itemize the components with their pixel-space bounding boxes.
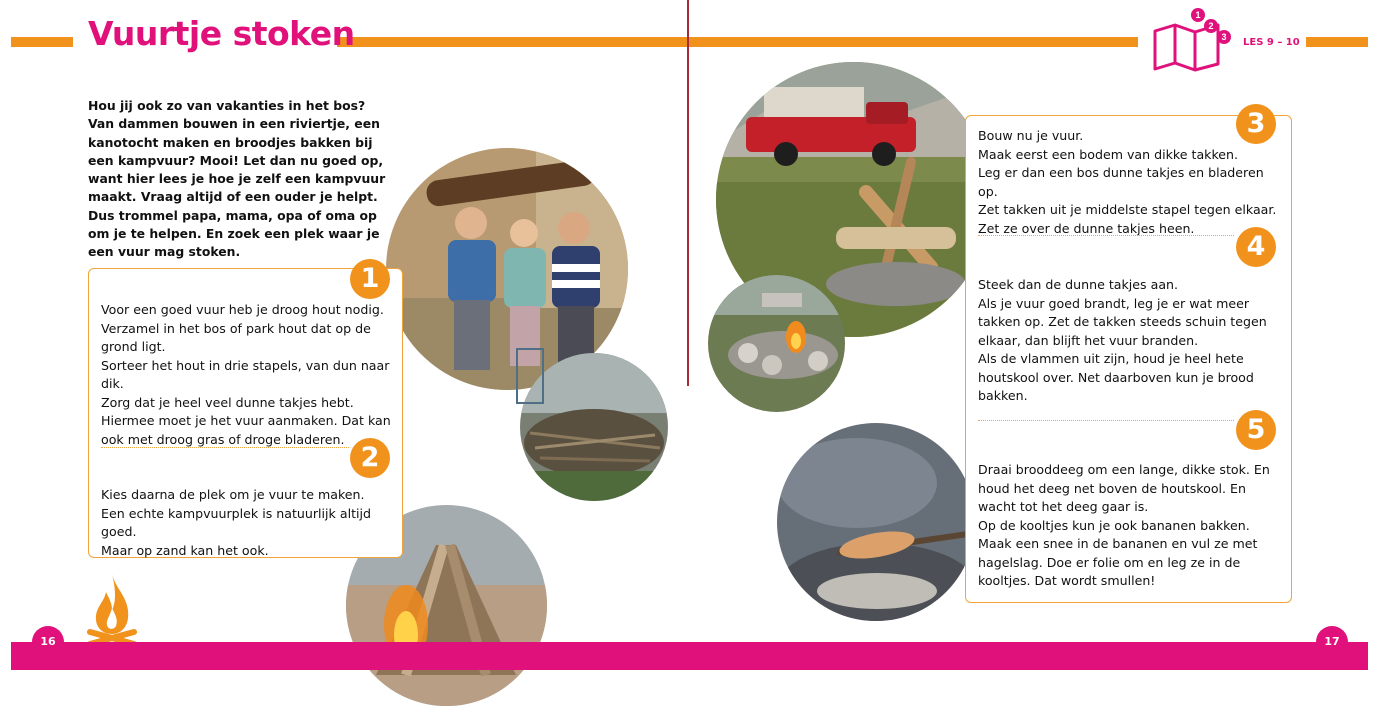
map-step-3: 3 (1221, 32, 1227, 42)
step-text-4 (978, 276, 1278, 406)
step-text-1 (101, 301, 393, 449)
step-2-paragraph: Kies daarna de plek om je vuur te maken. Een echte kampvuurplek is natuurlijk altijd goed. Maar op zand kan het ook. (101, 487, 371, 558)
photo-fire-ring-stones (708, 275, 845, 412)
header-bar-left (11, 37, 73, 47)
step-divider-4 (978, 420, 1234, 421)
page-spine (687, 0, 689, 386)
header-bar-middle (337, 37, 1138, 47)
step-number-2: 2 (350, 438, 390, 478)
page-title: Vuurtje stoken (88, 14, 355, 53)
step-number-3: 3 (1236, 104, 1276, 144)
step-text-2 (101, 486, 393, 560)
photo-bread-on-stick (777, 423, 975, 621)
footer-bar (11, 642, 1368, 670)
step-4-paragraph: Steek dan de dunne takjes aan. Als je vuur goed brandt, leg je er wat meer takken op. Zet de takken steeds schuin tegen elkaar, dan blijft het vuur branden. Als de vlammen uit zijn, houd je heel hete houtskool over. Net daarboven kun je brood bakken. (978, 277, 1267, 403)
step-text-3 (978, 127, 1278, 238)
step-number-4: 4 (1236, 227, 1276, 267)
map-step-2: 2 (1208, 21, 1214, 31)
step-5-paragraph: Draai brooddeeg om een lange, dikke stok. En houd het deeg net boven de houtskool. En wacht tot het deeg gaar is. Op de kooltjes kun je ook bananen bakken. Maak een snee in de bananen en vul ze met hagelslag. Doe er folie om en leg ze in de kooltjes. Dat wordt smullen! (978, 462, 1270, 588)
intro-text: Hou jij ook zo van vakanties in het bos? Van dammen bouwen in een riviertje, een kanotocht maken en broodjes bakken bij een kampvuur? Mooi! Let dan nu goed op, want hier lees je hoe je zelf een kampvuur maakt. Vraag altijd of een ouder je helpt. Dus trommel papa, mama, opa of oma op om je te helpen. En zoek een plek waar je een vuur mag stoken. (88, 98, 386, 260)
page-number-left: 16 (32, 626, 64, 658)
lesson-label: LES 9 – 10 (1243, 37, 1300, 48)
step-3-paragraph: Bouw nu je vuur. Maak eerst een bodem van dikke takken. Leg er dan een bos dunne takjes en bladeren op. Zet takken uit je middelste stapel tegen elkaar. Zet ze over de dunne takjes heen. (978, 128, 1277, 236)
step-1-paragraph: Voor een goed vuur heb je droog hout nodig. Verzamel in het bos of park hout dat op de grond ligt. Sorteer het hout in drie stapels, van dun naar dik. Zorg dat je heel veel dunne takjes hebt. Hiermee moet je het vuur aanmaken. Dat kan ook met droog gras of droge bladeren. (101, 302, 391, 447)
header-bar-right (1306, 37, 1368, 47)
map-icon (1150, 6, 1236, 76)
page-number-right: 17 (1316, 626, 1348, 658)
step-divider-3 (978, 235, 1234, 236)
map-step-1: 1 (1195, 10, 1201, 20)
step-number-1: 1 (350, 259, 390, 299)
step-number-5: 5 (1236, 410, 1276, 450)
step-text-5 (978, 461, 1278, 591)
photo-frame-marker (516, 348, 544, 404)
step-divider-1 (101, 447, 349, 448)
